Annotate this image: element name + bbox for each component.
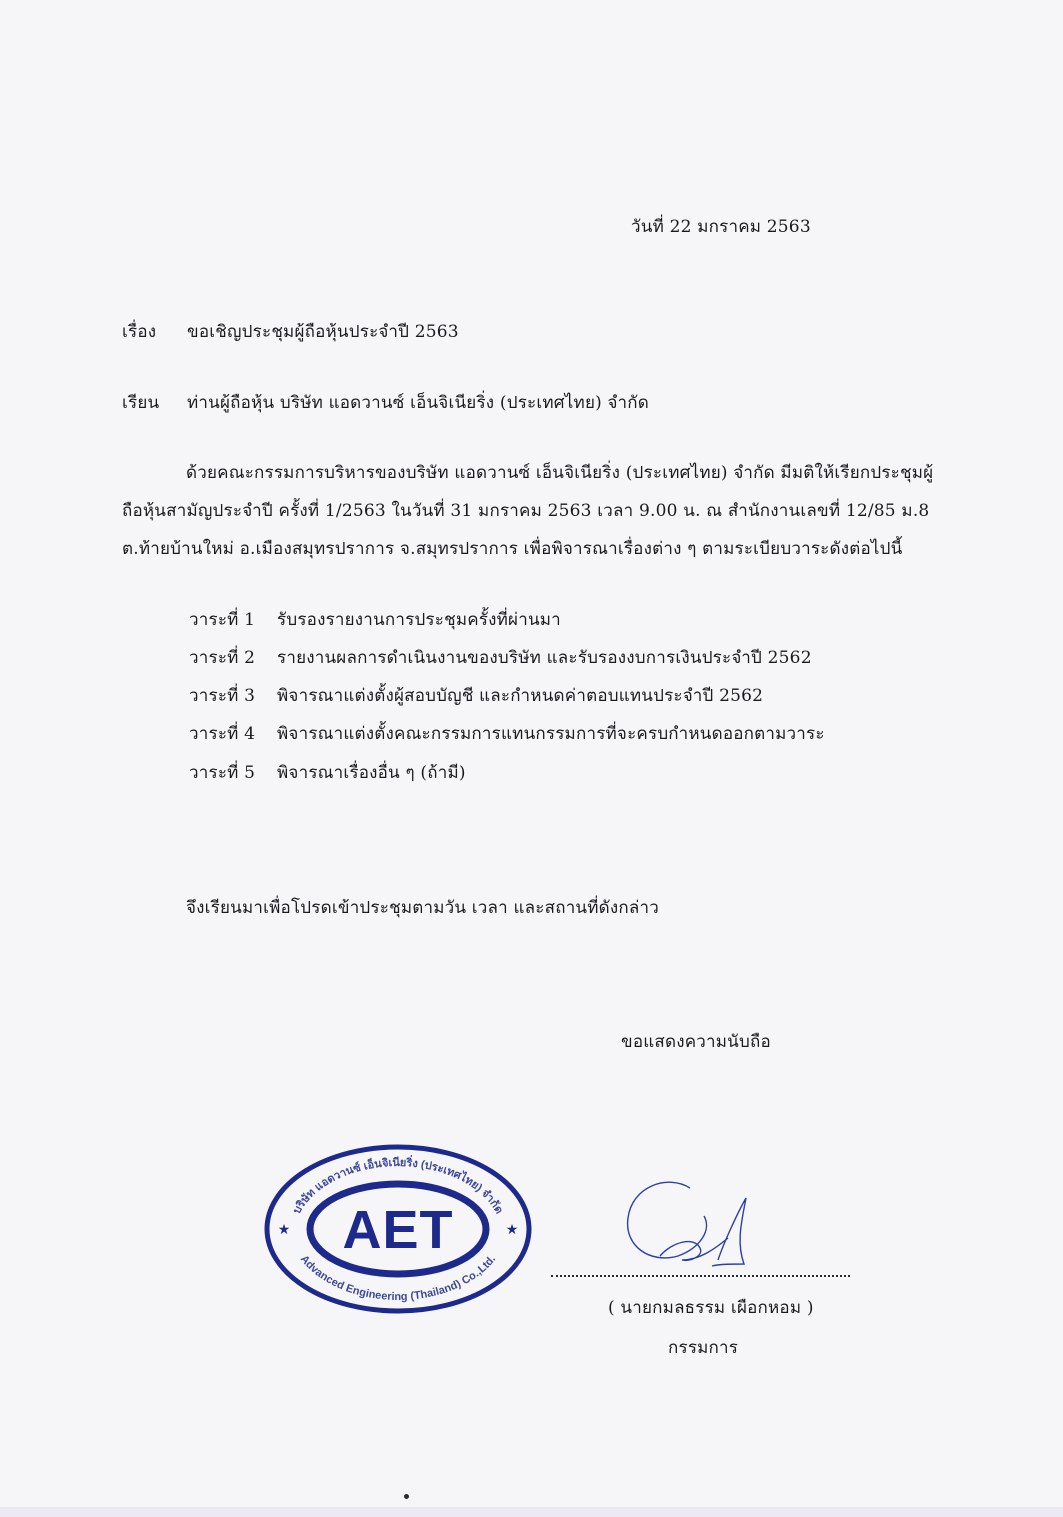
seal-star-icon: ★ xyxy=(277,1222,291,1238)
agenda-item-title: พิจารณาแต่งตั้งคณะกรรมการแทนกรรมการที่จะครบกำหนดออกตามวาระ xyxy=(277,724,825,744)
agenda-item-title: รายงานผลการดำเนินงานของบริษัท และรับรองงบการเงินประจำปี 2562 xyxy=(277,648,812,668)
agenda-item-title: รับรองรายงานการประชุมครั้งที่ผ่านมา xyxy=(277,610,561,630)
scan-edge-strip xyxy=(0,1507,1063,1517)
seal-logo-text: AET xyxy=(342,1200,454,1260)
agenda-item-title: พิจารณาเรื่องอื่น ๆ (ถ้ามี) xyxy=(277,763,466,783)
recipient-text: ท่านผู้ถือหุ้น บริษัท แอดวานซ์ เอ็นจิเนียริ่ง (ประเทศไทย) จำกัด xyxy=(187,393,649,413)
agenda-item-number: วาระที่ 4 xyxy=(189,724,256,744)
signatory-name: ( นายกมลธรรม เผือกหอม ) xyxy=(608,1298,814,1318)
body-paragraph-line-2: ถือหุ้นสามัญประจำปี ครั้งที่ 1/2563 ในวันที่ 31 มกราคม 2563 เวลา 9.00 น. ณ สำนักงานเลขที่ 12/85 ม.8 xyxy=(122,501,930,521)
signatory-position: กรรมการ xyxy=(668,1338,739,1358)
agenda-item-number: วาระที่ 2 xyxy=(189,648,256,668)
subject-text: ขอเชิญประชุมผู้ถือหุ้นประจำปี 2563 xyxy=(187,322,459,342)
agenda-item-number: วาระที่ 1 xyxy=(189,610,256,630)
seal-top-arc-text: บริษัท แอดวานซ์ เอ็นจิเนียริ่ง (ประเทศไทย) จำกัด xyxy=(291,1156,505,1216)
seal-star-icon: ★ xyxy=(505,1222,519,1238)
seal-bottom-arc-text: Advanced Engineering (Thailand) Co.,Ltd. xyxy=(297,1253,499,1304)
signature-dotted-line xyxy=(551,1275,850,1277)
agenda-item-number: วาระที่ 3 xyxy=(189,686,256,706)
scan-speck xyxy=(404,1494,409,1499)
subject-label: เรื่อง xyxy=(122,322,157,342)
closing-sentence: จึงเรียนมาเพื่อโปรดเข้าประชุมตามวัน เวลา และสถานที่ดังกล่าว xyxy=(186,898,660,918)
handwritten-signature xyxy=(620,1176,770,1276)
agenda-item-title: พิจารณาแต่งตั้งผู้สอบบัญชี และกำหนดค่าตอบแทนประจำปี 2562 xyxy=(277,686,764,706)
recipient-label: เรียน xyxy=(122,393,160,413)
letter-date: วันที่ 22 มกราคม 2563 xyxy=(631,217,811,237)
body-paragraph-line-1: ด้วยคณะกรรมการบริหารของบริษัท แอดวานซ์ เอ็นจิเนียริ่ง (ประเทศไทย) จำกัด มีมติให้เรียกประชุมผู้ xyxy=(186,463,934,483)
agenda-item-number: วาระที่ 5 xyxy=(189,763,256,783)
closing-regards: ขอแสดงความนับถือ xyxy=(621,1032,771,1052)
svg-text:Advanced Engineering (Thailand xyxy=(298,1253,498,1303)
body-paragraph-line-3: ต.ท้ายบ้านใหม่ อ.เมืองสมุทรปราการ จ.สมุทรปราการ เพื่อพิจารณาเรื่องต่าง ๆ ตามระเบียบวาระดังต่อไปนี้ xyxy=(122,539,903,559)
company-seal-stamp xyxy=(264,1144,532,1314)
